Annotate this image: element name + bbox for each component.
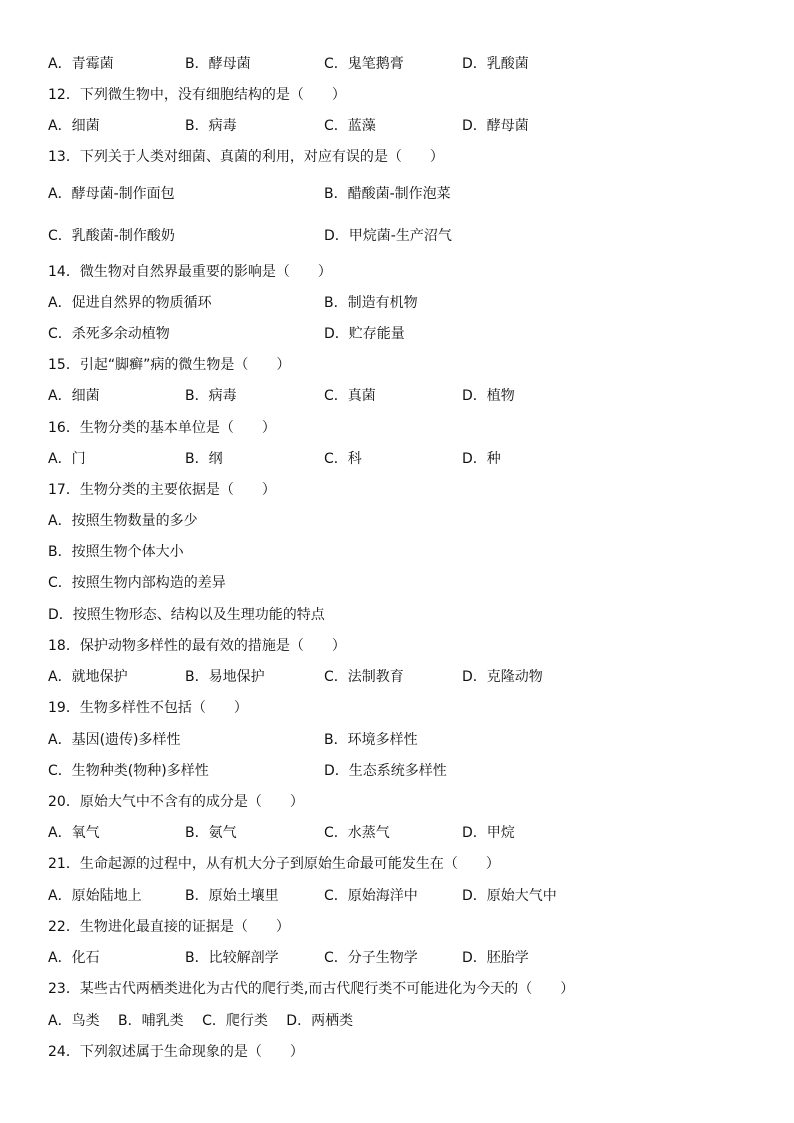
options-row-16 bbox=[48, 448, 754, 470]
question-18: 18．保护动物多样性的最有效的措施是（ ） bbox=[48, 638, 346, 654]
question-17: 17．生物分类的主要依据是（ ） bbox=[48, 482, 276, 498]
option-c: C．科 bbox=[324, 451, 362, 467]
question-23: 23．某些古代两栖类进化为古代的爬行类,而古代爬行类不可能进化为今天的（ ） bbox=[48, 981, 575, 997]
options-row-19-ab bbox=[48, 729, 754, 751]
options-row-13-ab bbox=[48, 183, 754, 205]
option-a: A．酵母菌-制作面包 bbox=[48, 186, 175, 202]
question-22: 22．生物进化最直接的证据是（ ） bbox=[48, 919, 290, 935]
option-c: C．法制教育 bbox=[324, 669, 404, 685]
option-d: D．原始大气中 bbox=[462, 888, 557, 904]
option-a: A．门 bbox=[48, 451, 86, 467]
option-b: B．易地保护 bbox=[185, 669, 265, 685]
option-a: A．细菌 bbox=[48, 118, 100, 134]
options-row-11 bbox=[48, 53, 754, 75]
option-c: C．水蒸气 bbox=[324, 825, 390, 841]
option-a: A．氧气 bbox=[48, 825, 100, 841]
option-d: D．克隆动物 bbox=[462, 669, 543, 685]
option-d: D．酵母菌 bbox=[462, 118, 529, 134]
question-16: 16．生物分类的基本单位是（ ） bbox=[48, 420, 276, 436]
option-d: D．种 bbox=[462, 451, 501, 467]
options-row-12 bbox=[48, 115, 754, 137]
option-a: A．促进自然界的物质循环 bbox=[48, 295, 212, 311]
question-12: 12．下列微生物中，没有细胞结构的是（ ） bbox=[48, 87, 346, 103]
option-b: B．环境多样性 bbox=[324, 732, 418, 748]
options-row-14-ab bbox=[48, 292, 754, 314]
option-c: C．原始海洋中 bbox=[324, 888, 418, 904]
option-b: B．病毒 bbox=[185, 118, 237, 134]
question-20: 20．原始大气中不含有的成分是（ ） bbox=[48, 794, 304, 810]
option-c: C．鬼笔鹅膏 bbox=[324, 56, 404, 72]
option-c: C．真菌 bbox=[324, 388, 376, 404]
option-b: B．醋酸菌-制作泡菜 bbox=[324, 186, 451, 202]
option-a: A．基因(遗传)多样性 bbox=[48, 732, 181, 748]
options-row-21 bbox=[48, 885, 754, 907]
question-14: 14．微生物对自然界最重要的影响是（ ） bbox=[48, 264, 332, 280]
option-d: D．植物 bbox=[462, 388, 515, 404]
options-row-18 bbox=[48, 666, 754, 688]
option-a: A．青霉菌 bbox=[48, 56, 114, 72]
options-row-14-cd bbox=[48, 323, 754, 345]
options-row-19-cd bbox=[48, 760, 754, 782]
option-c: C．分子生物学 bbox=[324, 950, 418, 966]
option-a: A．按照生物数量的多少 bbox=[48, 513, 198, 529]
option-d: D．胚胎学 bbox=[462, 950, 529, 966]
option-c: C．乳酸菌-制作酸奶 bbox=[48, 228, 175, 244]
question-13: 13．下列关于人类对细菌、真菌的利用，对应有误的是（ ） bbox=[48, 149, 444, 165]
option-c: C．蓝藻 bbox=[324, 118, 376, 134]
option-b: B．氨气 bbox=[185, 825, 237, 841]
option-d: D．乳酸菌 bbox=[462, 56, 529, 72]
options-row-22 bbox=[48, 947, 754, 969]
option-a: A．细菌 bbox=[48, 388, 100, 404]
option-a: A．化石 bbox=[48, 950, 100, 966]
option-d: D．生态系统多样性 bbox=[324, 763, 447, 779]
option-d: D．甲烷菌-生产沼气 bbox=[324, 228, 452, 244]
option-b: B．比较解剖学 bbox=[185, 950, 279, 966]
option-b: B．纲 bbox=[185, 451, 223, 467]
option-c: C．杀死多余动植物 bbox=[48, 326, 170, 342]
question-21: 21．生命起源的过程中，从有机大分子到原始生命最可能发生在（ ） bbox=[48, 856, 500, 872]
question-24: 24．下列叙述属于生命现象的是（ ） bbox=[48, 1044, 304, 1060]
option-b: B．原始土壤里 bbox=[185, 888, 279, 904]
option-c: C．按照生物内部构造的差异 bbox=[48, 575, 226, 591]
options-row-13-cd bbox=[48, 225, 754, 247]
option-b: B．酵母菌 bbox=[185, 56, 251, 72]
options-row-15 bbox=[48, 385, 754, 407]
question-19: 19．生物多样性不包括（ ） bbox=[48, 700, 248, 716]
option-d: D．按照生物形态、结构以及生理功能的特点 bbox=[48, 607, 325, 623]
option-b: B．按照生物个体大小 bbox=[48, 544, 184, 560]
option-b: B．病毒 bbox=[185, 388, 237, 404]
option-c: C．生物种类(物种)多样性 bbox=[48, 763, 209, 779]
option-a: A．原始陆地上 bbox=[48, 888, 142, 904]
options-row-23: A．鸟类 B．哺乳类 C．爬行类 D．两栖类 bbox=[48, 1013, 354, 1029]
option-d: D．甲烷 bbox=[462, 825, 515, 841]
options-row-20 bbox=[48, 822, 754, 844]
option-b: B．制造有机物 bbox=[324, 295, 418, 311]
option-d: D．贮存能量 bbox=[324, 326, 405, 342]
option-a: A．就地保护 bbox=[48, 669, 128, 685]
question-15: 15．引起“脚癣”病的微生物是（ ） bbox=[48, 357, 291, 373]
